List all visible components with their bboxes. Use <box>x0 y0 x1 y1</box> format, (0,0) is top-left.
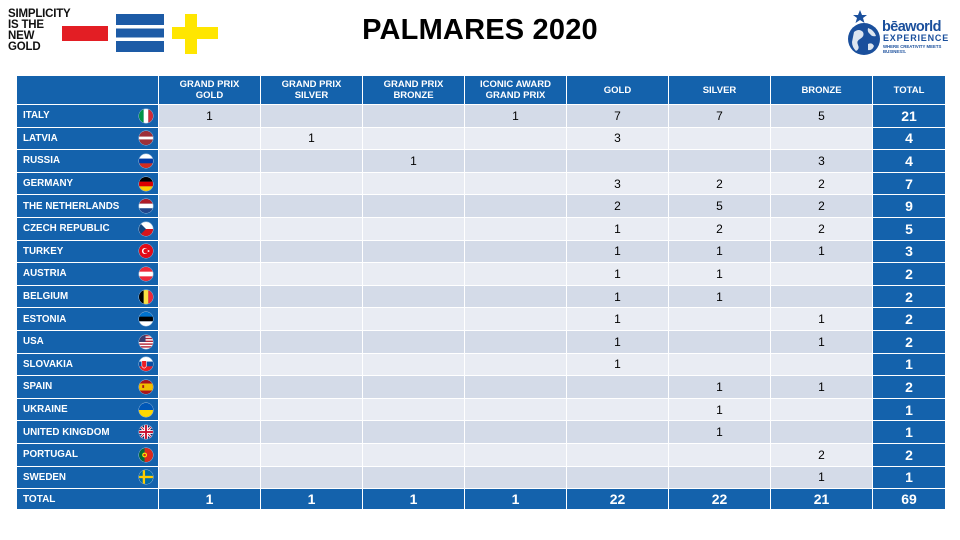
country-name: CZECH REPUBLIC <box>23 223 110 235</box>
total-cell: 22 <box>669 489 771 510</box>
value-cell: 1 <box>669 285 771 308</box>
country-name: UKRAINE <box>23 404 68 416</box>
value-cell <box>159 127 261 150</box>
value-cell: 7 <box>669 105 771 128</box>
row-total-cell: 4 <box>873 150 946 173</box>
value-cell <box>669 443 771 466</box>
value-cell <box>771 285 873 308</box>
value-cell <box>159 240 261 263</box>
value-cell: 1 <box>669 263 771 286</box>
value-cell <box>363 240 465 263</box>
row-total-cell: 1 <box>873 421 946 444</box>
value-cell: 2 <box>771 195 873 218</box>
total-cell: 21 <box>771 489 873 510</box>
header-grand-prix-silver <box>261 76 363 105</box>
row-total-cell: 3 <box>873 240 946 263</box>
row-total-cell: 1 <box>873 466 946 489</box>
country-cell <box>17 105 159 128</box>
value-cell <box>465 376 567 399</box>
table-row <box>17 398 946 421</box>
country-cell <box>17 398 159 421</box>
slovakia-flag-icon <box>139 357 153 371</box>
turkey-flag-icon <box>139 244 153 258</box>
value-cell <box>465 421 567 444</box>
row-total-cell: 4 <box>873 127 946 150</box>
row-total-cell: 2 <box>873 443 946 466</box>
totals-row <box>17 489 946 510</box>
value-cell <box>261 217 363 240</box>
value-cell <box>669 330 771 353</box>
value-cell: 1 <box>567 263 669 286</box>
value-cell <box>669 308 771 331</box>
value-cell <box>363 466 465 489</box>
value-cell: 7 <box>567 105 669 128</box>
country-cell <box>17 466 159 489</box>
russia-flag-icon <box>139 154 153 168</box>
value-cell <box>567 398 669 421</box>
value-cell <box>771 263 873 286</box>
header-grand-prix-gold <box>159 76 261 105</box>
value-cell: 1 <box>669 398 771 421</box>
header-line: SILVER <box>294 90 329 101</box>
value-cell: 1 <box>567 217 669 240</box>
value-cell <box>159 172 261 195</box>
header-row <box>17 76 946 105</box>
value-cell <box>567 150 669 173</box>
value-cell: 1 <box>567 285 669 308</box>
value-cell: 1 <box>771 308 873 331</box>
table-row <box>17 376 946 399</box>
country-name: TURKEY <box>23 245 64 257</box>
table-row <box>17 330 946 353</box>
country-name: GERMANY <box>23 178 74 190</box>
row-total-cell: 2 <box>873 308 946 331</box>
header-line: GRAND PRIX <box>485 90 546 101</box>
country-name: AUSTRIA <box>23 268 67 280</box>
total-cell: 1 <box>465 489 567 510</box>
header-line: BRONZE <box>393 90 434 101</box>
country-name: PORTUGAL <box>23 449 78 461</box>
value-cell <box>363 353 465 376</box>
country-cell <box>17 195 159 218</box>
country-cell <box>17 240 159 263</box>
value-cell: 3 <box>567 172 669 195</box>
spain-flag-icon <box>139 380 153 394</box>
value-cell: 2 <box>771 172 873 195</box>
ukraine-flag-icon <box>139 403 153 417</box>
value-cell <box>159 421 261 444</box>
value-cell <box>363 330 465 353</box>
country-cell <box>17 150 159 173</box>
table-body <box>17 105 946 489</box>
value-cell: 3 <box>771 150 873 173</box>
row-total-cell: 21 <box>873 105 946 128</box>
value-cell <box>363 172 465 195</box>
value-cell: 5 <box>771 105 873 128</box>
total-cell: 69 <box>873 489 946 510</box>
uk-flag-icon <box>139 425 153 439</box>
row-total-cell: 2 <box>873 330 946 353</box>
table-row <box>17 195 946 218</box>
total-cell: 22 <box>567 489 669 510</box>
table-row <box>17 127 946 150</box>
header-total: TOTAL <box>873 76 946 105</box>
value-cell <box>465 308 567 331</box>
value-cell <box>567 421 669 444</box>
header-grand-prix-bronze <box>363 76 465 105</box>
country-name: THE NETHERLANDS <box>23 200 120 212</box>
country-cell <box>17 330 159 353</box>
value-cell <box>159 398 261 421</box>
value-cell <box>159 330 261 353</box>
value-cell: 5 <box>669 195 771 218</box>
header-iconic-award <box>465 76 567 105</box>
table-row <box>17 240 946 263</box>
country-cell <box>17 376 159 399</box>
country-name: UNITED KINGDOM <box>23 426 110 438</box>
value-cell <box>465 150 567 173</box>
value-cell <box>159 285 261 308</box>
value-cell <box>159 353 261 376</box>
country-cell <box>17 172 159 195</box>
value-cell <box>363 421 465 444</box>
row-total-cell: 9 <box>873 195 946 218</box>
value-cell <box>771 353 873 376</box>
value-cell <box>567 466 669 489</box>
value-cell <box>771 127 873 150</box>
country-cell <box>17 353 159 376</box>
total-cell: 1 <box>363 489 465 510</box>
value-cell: 1 <box>771 466 873 489</box>
netherlands-flag-icon <box>139 199 153 213</box>
value-cell: 2 <box>669 217 771 240</box>
value-cell <box>465 398 567 421</box>
value-cell <box>159 466 261 489</box>
value-cell <box>363 285 465 308</box>
row-total-cell: 1 <box>873 398 946 421</box>
brand-tagline: WHERE CREATIVITY MEETS BUSINESS. <box>883 44 942 54</box>
row-total-cell: 7 <box>873 172 946 195</box>
value-cell <box>261 308 363 331</box>
value-cell: 1 <box>567 308 669 331</box>
globe-icon <box>846 6 886 62</box>
czech-flag-icon <box>139 222 153 236</box>
value-cell <box>465 353 567 376</box>
total-cell: 1 <box>159 489 261 510</box>
value-cell <box>771 421 873 444</box>
value-cell: 2 <box>567 195 669 218</box>
value-cell <box>159 308 261 331</box>
country-name: RUSSIA <box>23 155 61 167</box>
portugal-flag-icon <box>139 448 153 462</box>
latvia-flag-icon <box>139 131 153 145</box>
table-row <box>17 421 946 444</box>
table-row <box>17 172 946 195</box>
value-cell <box>363 105 465 128</box>
value-cell <box>363 217 465 240</box>
country-cell <box>17 421 159 444</box>
palmares-table <box>16 75 946 510</box>
value-cell <box>261 105 363 128</box>
value-cell <box>669 466 771 489</box>
value-cell <box>363 263 465 286</box>
table-row <box>17 308 946 331</box>
row-total-cell: 2 <box>873 285 946 308</box>
value-cell: 2 <box>669 172 771 195</box>
value-cell <box>465 172 567 195</box>
value-cell <box>567 376 669 399</box>
value-cell: 1 <box>771 376 873 399</box>
country-cell <box>17 127 159 150</box>
value-cell <box>465 466 567 489</box>
value-cell <box>363 443 465 466</box>
header-line: GRAND PRIX <box>383 79 444 90</box>
germany-flag-icon <box>139 177 153 191</box>
country-cell <box>17 443 159 466</box>
header-line: ICONIC AWARD <box>480 79 551 90</box>
beaworld-logo <box>846 6 954 62</box>
table-row <box>17 105 946 128</box>
row-total-cell: 5 <box>873 217 946 240</box>
country-name: USA <box>23 336 44 348</box>
row-total-cell: 1 <box>873 353 946 376</box>
table-row <box>17 466 946 489</box>
table-row <box>17 285 946 308</box>
table-row <box>17 353 946 376</box>
totals-label: TOTAL <box>17 489 159 510</box>
value-cell: 1 <box>669 421 771 444</box>
slogan-line: NEW <box>8 30 35 42</box>
italy-flag-icon <box>139 109 153 123</box>
value-cell: 1 <box>669 376 771 399</box>
value-cell <box>465 240 567 263</box>
estonia-flag-icon <box>139 312 153 326</box>
value-cell <box>363 376 465 399</box>
header-line: GRAND PRIX <box>281 79 342 90</box>
value-cell: 1 <box>771 330 873 353</box>
value-cell <box>363 398 465 421</box>
value-cell <box>159 150 261 173</box>
slogan-line: IS THE <box>8 19 44 31</box>
value-cell <box>669 150 771 173</box>
value-cell <box>261 353 363 376</box>
usa-flag-icon <box>139 335 153 349</box>
slogan-line: GOLD <box>8 41 41 53</box>
country-name: SWEDEN <box>23 471 67 483</box>
value-cell <box>261 240 363 263</box>
value-cell: 2 <box>771 217 873 240</box>
header-silver: SILVER <box>669 76 771 105</box>
table-row <box>17 150 946 173</box>
country-name: BELGIUM <box>23 291 69 303</box>
value-cell <box>159 195 261 218</box>
value-cell <box>261 421 363 444</box>
value-cell <box>465 330 567 353</box>
value-cell: 1 <box>465 105 567 128</box>
value-cell: 1 <box>261 127 363 150</box>
country-name: LATVIA <box>23 132 58 144</box>
value-cell: 1 <box>669 240 771 263</box>
value-cell <box>261 172 363 195</box>
country-name: SPAIN <box>23 381 53 393</box>
value-cell: 1 <box>363 150 465 173</box>
value-cell <box>465 263 567 286</box>
value-cell <box>669 127 771 150</box>
header-bronze: BRONZE <box>771 76 873 105</box>
value-cell <box>261 376 363 399</box>
country-cell <box>17 217 159 240</box>
value-cell <box>465 443 567 466</box>
value-cell <box>363 308 465 331</box>
value-cell: 1 <box>567 330 669 353</box>
value-cell <box>363 127 465 150</box>
value-cell <box>261 330 363 353</box>
value-cell <box>159 263 261 286</box>
value-cell <box>567 443 669 466</box>
value-cell <box>465 285 567 308</box>
value-cell <box>363 195 465 218</box>
header-line: GOLD <box>195 90 224 101</box>
table-row <box>17 263 946 286</box>
value-cell <box>465 217 567 240</box>
value-cell: 1 <box>771 240 873 263</box>
value-cell <box>465 195 567 218</box>
value-cell <box>159 217 261 240</box>
austria-flag-icon <box>139 267 153 281</box>
brand-name: bēaworld <box>882 19 941 35</box>
row-total-cell: 2 <box>873 376 946 399</box>
value-cell: 1 <box>159 105 261 128</box>
brand-subtitle: EXPERIENCE <box>883 33 950 43</box>
value-cell <box>261 150 363 173</box>
value-cell <box>669 353 771 376</box>
sweden-flag-icon <box>139 470 153 484</box>
page-title: PALMARES 2020 <box>362 14 598 46</box>
row-total-cell: 2 <box>873 263 946 286</box>
table-row <box>17 443 946 466</box>
header-country-cell <box>17 76 159 105</box>
value-cell: 1 <box>567 240 669 263</box>
value-cell <box>261 398 363 421</box>
belgium-flag-icon <box>139 290 153 304</box>
table-row <box>17 217 946 240</box>
country-cell <box>17 285 159 308</box>
header-line: GRAND PRIX <box>179 79 240 90</box>
country-name: ESTONIA <box>23 313 67 325</box>
value-cell <box>261 195 363 218</box>
country-cell <box>17 308 159 331</box>
value-cell <box>465 127 567 150</box>
header-gold: GOLD <box>567 76 669 105</box>
value-cell <box>159 376 261 399</box>
value-cell: 1 <box>567 353 669 376</box>
value-cell: 3 <box>567 127 669 150</box>
country-name: ITALY <box>23 110 50 122</box>
value-cell <box>261 285 363 308</box>
value-cell <box>261 263 363 286</box>
slogan-line: SIMPLICITY <box>8 8 71 20</box>
value-cell: 2 <box>771 443 873 466</box>
value-cell <box>261 443 363 466</box>
total-cell: 1 <box>261 489 363 510</box>
value-cell <box>261 466 363 489</box>
country-cell <box>17 263 159 286</box>
country-name: SLOVAKIA <box>23 358 73 370</box>
value-cell <box>159 443 261 466</box>
value-cell <box>771 398 873 421</box>
